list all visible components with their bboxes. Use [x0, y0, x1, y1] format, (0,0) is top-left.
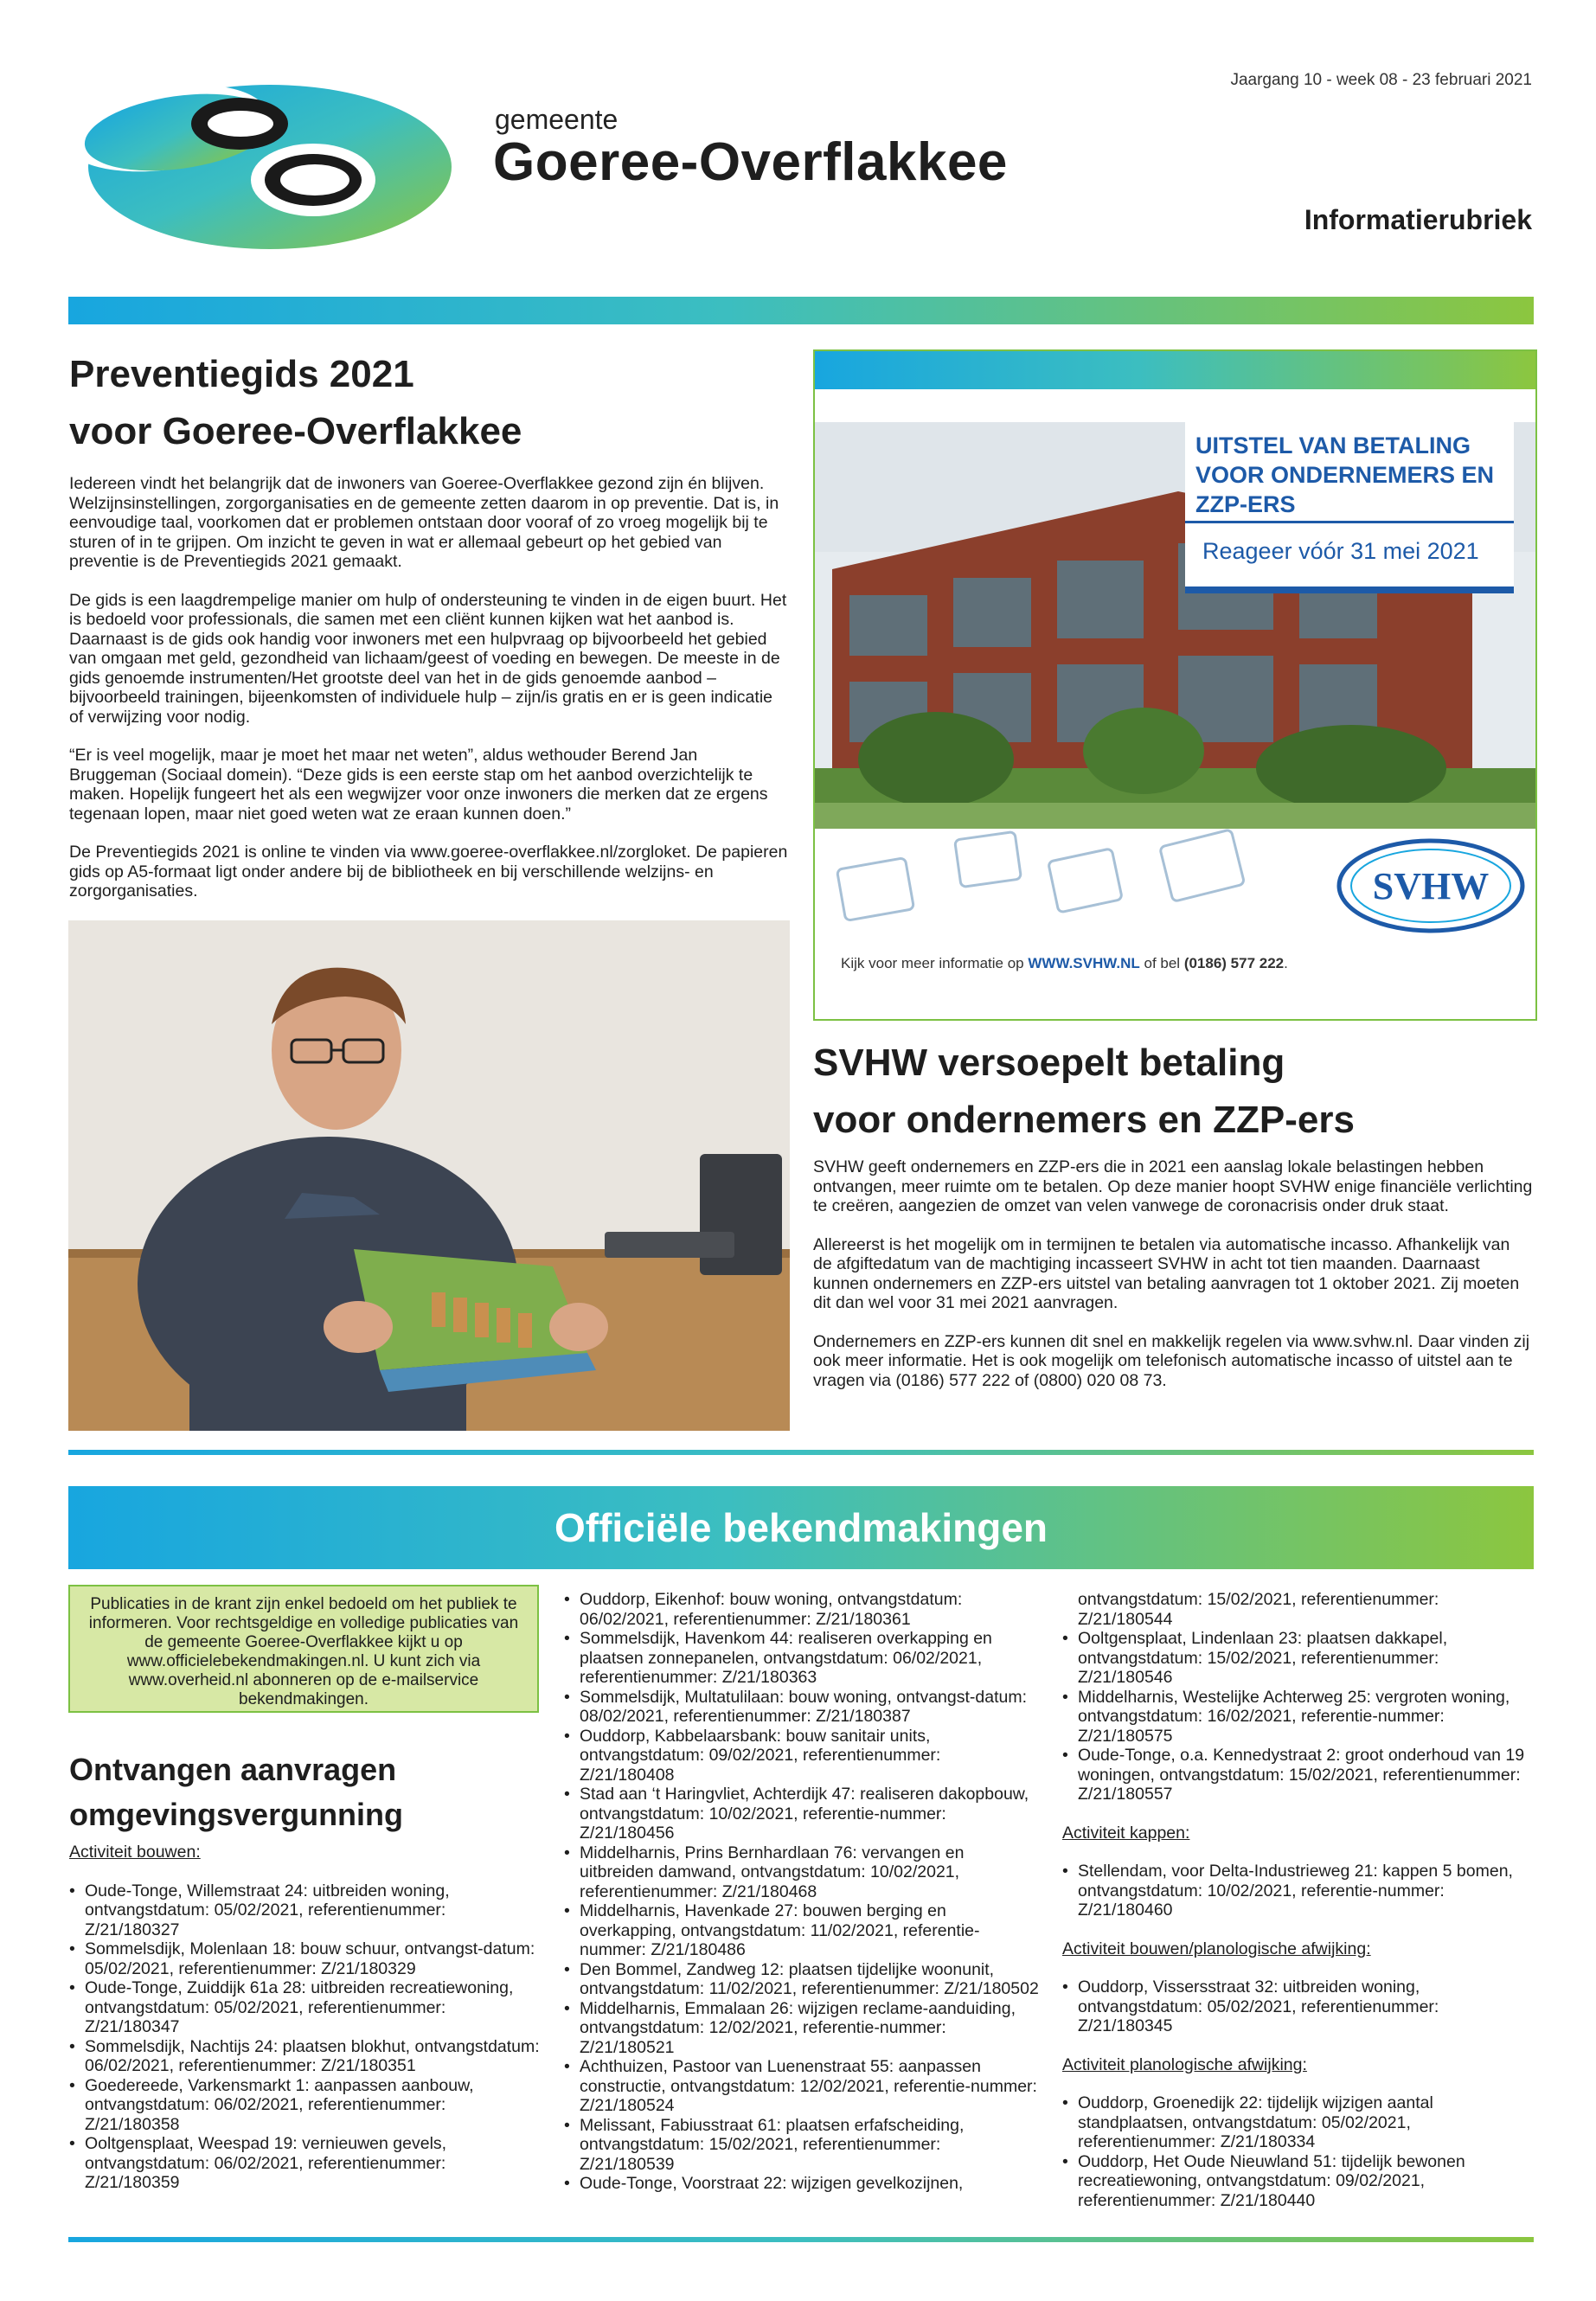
list-item: • Oude-Tonge, o.a. Kennedystraat 2: groot onderhoud van 19 woningen, ontvangstdatum: 15/02/2021, referentienummer: Z/21/180557: [1062, 1746, 1536, 1804]
photo-man-reading-guide: [68, 920, 790, 1431]
rubric-title: Informatierubriek: [1304, 204, 1532, 235]
application-list: [69, 1881, 545, 2193]
municipality-prefix: gemeente: [495, 104, 619, 135]
ad-contact-url[interactable]: WWW.SVHW.NL: [1028, 955, 1140, 971]
bottom-divider: [68, 2237, 1534, 2242]
list-item: • Sommelsdijk, Nachtijs 24: plaatsen blokhut, ontvangstdatum: 06/02/2021, referentienummer: Z/21/180351: [69, 2037, 545, 2076]
svhw-headline: [813, 1035, 1540, 1149]
edition-info: Jaargang 10 - week 08 - 23 februari 2021: [1230, 71, 1532, 89]
list-item: • Goedereede, Varkensmarkt 1: aanpassen aanbouw, ontvangstdatum: 06/02/2021, referentienummer: Z/21/180358: [69, 2076, 545, 2135]
list-item: • Ooltgensplaat, Weespad 19: vernieuwen gevels, ontvangstdatum: 06/02/2021, referentienummer: Z/21/180359: [69, 2134, 545, 2193]
svhw-advertisement: [813, 349, 1537, 1021]
ad-contact-suffix: .: [1284, 955, 1288, 971]
column-3: [1062, 1590, 1536, 2210]
application-list: [1062, 1862, 1536, 1920]
activity-heading: Activiteit bouwen/planologische afwijking:: [1062, 1939, 1371, 1958]
activity-heading: Activiteit planologische afwijking:: [1062, 2054, 1307, 2074]
list-item: • Oude-Tonge, Voorstraat 22: wijzigen gevelkozijnen,: [564, 2174, 1040, 2194]
list-item: • Achthuizen, Pastoor van Luenenstraat 55: aanpassen constructie, ontvangstdatum: 12/02/2021, referentie-nummer: Z/21/180524: [564, 2057, 1040, 2116]
applications-heading: [69, 1747, 554, 1837]
ad-panel-divider: [1185, 521, 1514, 523]
ad-bottom-band: [815, 829, 1535, 1019]
preventie-headline-line-1: Preventiegids 2021: [69, 353, 414, 395]
svhw-body: [813, 1157, 1533, 1409]
application-list: [564, 1590, 1040, 2194]
application-list: [1062, 2093, 1536, 2210]
municipality-logo: [62, 67, 452, 258]
list-item: • Ouddorp, Eikenhof: bouw woning, ontvangstdatum: 06/02/2021, referentienummer: Z/21/180361: [564, 1590, 1040, 1629]
list-item: • Middelharnis, Havenkade 27: bouwen berging en overkapping, ontvangstdatum: 11/02/2021, referentie-nummer: Z/21/180486: [564, 1901, 1040, 1960]
list-item: • Middelharnis, Emmalaan 26: wijzigen reclame-aanduiding, ontvangstdatum: 12/02/2021, referentie-nummer: Z/21/180521: [564, 1999, 1040, 2058]
list-item: • Middelharnis, Prins Bernhardlaan 76: vervangen en uitbreiden damwand, ontvangstdatum: 10/02/2021, referentienummer: Z/21/180468: [564, 1843, 1040, 1902]
list-item: • Den Bommel, Zandweg 12: plaatsen tijdelijke woonunit, ontvangstdatum: 11/02/2021, referentienummer: Z/21/180502: [564, 1960, 1040, 1999]
ad-headline: UITSTEL VAN BETALING VOOR ONDERNEMERS EN ZZP-ERS: [1195, 433, 1495, 517]
activity-heading: Activiteit kappen:: [1062, 1823, 1190, 1843]
publication-notice: Publicaties in de krant zijn enkel bedoeld om het publiek te informeren. Voor rechtsgeldige en volledige publicaties van de gemeente Goeree-Overflakkee kijkt u op www.officielebekendmakingen.nl. U kunt zich via www.overheid.nl abonneren op de e-mailservice bekendmakingen.: [68, 1585, 539, 1713]
applications-heading-line-1: Ontvangen aanvragen: [69, 1752, 397, 1787]
svhw-paragraph: Ondernemers en ZZP-ers kunnen dit snel en makkelijk regelen via www.svhw.nl. Daar vinden zij ook meer informatie. Het is ook mogelijk om telefonisch automatische incasso of uitstel aan te vragen via (0186) 577 222 of (0800) 020 08 73.: [813, 1331, 1530, 1390]
preventie-paragraph: De Preventiegids 2021 is online te vinden via www.goeree-overflakkee.nl/zorgloket. De papieren gids op A5-formaat ligt onder andere bij de bibliotheek en bij verschillende welzijns- en zorgorganisaties.: [69, 843, 788, 901]
svhw-headline-line-1: SVHW versoepelt betaling: [813, 1042, 1285, 1084]
svhw-paragraph: SVHW geeft ondernemers en ZZP-ers die in 2021 een aanslag lokale belastingen hebben ontvangen, meer ruimte om te betalen. Op deze manier hoopt SVHW enige financiële verlichting te creëren, aangezien de omzet van velen vanwege de coronacrisis onder druk staat.: [813, 1157, 1533, 1215]
list-item: • Ouddorp, Groenedijk 22: tijdelijk wijzigen aantal standplaatsen, ontvangstdatum: 05/02/2021, referentienummer: Z/21/180334: [1062, 2093, 1536, 2152]
official-banner-title: Officiële bekendmakingen: [554, 1505, 1048, 1550]
list-item: • Stellendam, voor Delta-Industrieweg 21: kappen 5 bomen, ontvangstdatum: 10/02/2021, referentie-nummer: Z/21/180460: [1062, 1862, 1536, 1920]
column-1: [69, 1843, 545, 2193]
municipality-name: Goeree-Overflakkee: [493, 132, 1008, 192]
list-item: • Ouddorp, Vissersstraat 32: uitbreiden woning, ontvangstdatum: 05/02/2021, referentienummer: Z/21/180345: [1062, 1977, 1536, 2036]
svhw-logo-text: SVHW: [1372, 865, 1490, 907]
list-item: • Sommelsdijk, Multatulilaan: bouw woning, ontvangst-datum: 08/02/2021, referentienummer: Z/21/180387: [564, 1688, 1040, 1727]
header-divider: [68, 297, 1534, 324]
section-divider: [68, 1450, 1534, 1455]
ad-contact-mid: of bel: [1144, 955, 1181, 971]
preventie-body: [69, 474, 789, 920]
ad-contact-phone: (0186) 577 222: [1183, 955, 1285, 971]
preventie-headline-line-2: voor Goeree-Overflakkee: [69, 410, 522, 452]
preventie-headline: [69, 346, 796, 460]
list-item: • Ouddorp, Het Oude Nieuwland 51: tijdelijk bewonen recreatiewoning, ontvangstdatum: 09/02/2021, referentienummer: Z/21/180440: [1062, 2152, 1536, 2211]
preventie-paragraph: “Er is veel mogelijk, maar je moet het maar net weten”, aldus wethouder Berend Jan Bruggeman (Sociaal domein). “Deze gids is een eerste stap om het aanbod overzichtelijk te maken. Hopelijk fungeert het als een wegwijzer voor onze inwoners die merken dat ze ergens tegenaan lopen, maar niet goed weten wat ze eraan kunnen doen.”: [69, 746, 768, 824]
list-item: • Melissant, Fabiusstraat 61: plaatsen erfafscheiding, ontvangstdatum: 15/02/2021, referentienummer: Z/21/180539: [564, 2116, 1040, 2175]
list-item: • Ooltgensplaat, Lindenlaan 23: plaatsen dakkapel, ontvangstdatum: 15/02/2021, referentienummer: Z/21/180546: [1062, 1629, 1536, 1688]
list-item: • Oude-Tonge, Willemstraat 24: uitbreiden woning, ontvangstdatum: 05/02/2021, referentienummer: Z/21/180327: [69, 1881, 545, 1940]
list-item: • Sommelsdijk, Havenkom 44: realiseren overkapping en plaatsen zonnepanelen, ontvangstdatum: 06/02/2021, referentienummer: Z/21/180363: [564, 1629, 1040, 1688]
column-2: [564, 1590, 1040, 2194]
svhw-headline-line-2: voor ondernemers en ZZP-ers: [813, 1099, 1355, 1141]
ad-contact-prefix: Kijk voor meer informatie op: [841, 955, 1024, 971]
preventie-paragraph: Iedereen vindt het belangrijk dat de inwoners van Goeree-Overflakkee gezond zijn én blijven. Welzijnsinstellingen, zorgorganisaties en de gemeente zetten daarom in op preventie. Dat is, in eenvoudige taal, voorkomen dat er problemen ontstaan door vooraf of zo vroeg mogelijk bij te sturen of in te grijpen. Om inzicht te geven in wat er allemaal gebeurt op het gebied van preventie is de Preventiegids 2021 gemaakt.: [69, 474, 779, 571]
svhw-logo: [1334, 834, 1529, 938]
ad-top-stripe: [815, 351, 1535, 389]
list-item: • Ouddorp, Kabbelaarsbank: bouw sanitair units, ontvangstdatum: 09/02/2021, referentienummer: Z/21/180408: [564, 1727, 1040, 1785]
list-item-continuation: ontvangstdatum: 15/02/2021, referentienummer: Z/21/180544: [1078, 1590, 1439, 1629]
list-item: • Stad aan ‘t Haringvliet, Achterdijk 47: realiseren dakopbouw, ontvangstdatum: 10/02/2021, referentie-nummer: Z/21/180456: [564, 1785, 1040, 1843]
wallet-icons: [832, 829, 1265, 950]
official-banner: [68, 1486, 1534, 1569]
list-item: • Oude-Tonge, Zuiddijk 61a 28: uitbreiden recreatiewoning, ontvangstdatum: 05/02/2021, referentienummer: Z/21/180347: [69, 1978, 545, 2037]
ad-panel-footer-bar: [1185, 586, 1514, 593]
activity-heading: Activiteit bouwen:: [69, 1843, 201, 1862]
application-list: [1062, 1977, 1536, 2036]
svhw-paragraph: Allereerst is het mogelijk om in termijnen te betalen via automatische incasso. Afhankelijk van de afgiftedatum van de machtiging incasseert SVHW in acht tot tien maanden. Daarnaast kunnen ondernemers en ZZP-ers uitstel van betaling aanvragen tot 1 oktober 2021. Zij moeten dit dan wel voor 31 mei 2021 aanvragen.: [813, 1234, 1520, 1312]
list-item: • Sommelsdijk, Molenlaan 18: bouw schuur, ontvangst-datum: 05/02/2021, referentienummer: Z/21/180329: [69, 1939, 545, 1978]
ad-headline-panel: [1185, 389, 1514, 590]
ad-contact-line: [841, 955, 1288, 972]
preventie-paragraph: De gids is een laagdrempelige manier om hulp of ondersteuning te vinden in de eigen buurt. Het is bedoeld voor professionals, die samen met een cliënt kunnen kijken wat het aanbod is. Daarnaast is de gids ook handig voor inwoners met een hulpvraag op bijvoorbeeld het gebied van omgaan met geld, gezondheid van lichaam/geest of voeding en bewegen. De meeste in de gids genoemde instrumenten/Het grootste deel van het in de gids genoemde aanbod – bijvoorbeeld trainingen, bijeenkomsten of individuele hulp – zijn/is gratis en er is geen indicatie of verwijzing voor nodig.: [69, 590, 787, 727]
list-item: • Middelharnis, Westelijke Achterweg 25: vergroten woning, ontvangstdatum: 16/02/2021, referentie-nummer: Z/21/180575: [1062, 1688, 1536, 1747]
applications-heading-line-2: omgevingsvergunning: [69, 1797, 404, 1832]
ad-deadline: Reageer vóór 31 mei 2021: [1202, 538, 1479, 564]
application-list: [1062, 1629, 1536, 1804]
